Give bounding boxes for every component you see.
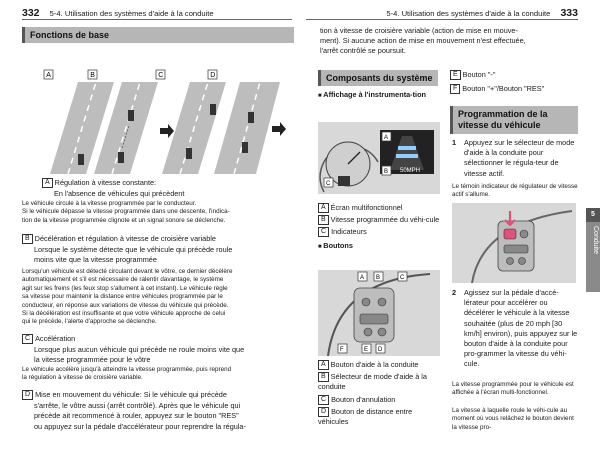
item-b-notes: Lorsqu'un véhicule est détecté circulant devant le vôtre, ce dernier décélère automatiquement et s'il est nécessaire de ralentir davantage, le système agit sur les freins (les feux stop s'allument à cet instant). Le véhicule règle sa vitesse pour maintenir la distance entre véhicules programmée par le conducteur, en réponse aux variations de vitesse du véhicule qui précède. Si la décélération est insuffisante et que votre véhicule approche de celui qui le précède, l'alerte d'approche se déclenche. [22,268,233,326]
item-d-block: D Mise en mouvement du véhicule: Si le véhicule qui précède s'arrête, le vôtre aussi (arrêt contrôlé). Après que le véhicule qui précède ait recommencé à rouler, appuyez sur le bouton "RES" ou appuyez sur la pédale d'accélérateur pour reprendre la régula- [22,390,294,432]
step-2-note-1: La vitesse programmée pour le véhicule est affichée à l'écran multi-fonctionnel. [452,381,574,397]
display-label-a: A [384,135,389,141]
item-c-notes: Le véhicule accélère jusqu'à atteindre la vitesse programmée, puis reprend la régulation à vitesse de croisière variable. [22,366,232,382]
left-page-header [22,6,292,20]
section-title-basic-functions: Fonctions de base [22,27,294,43]
left-page-number: 332 [22,7,40,19]
item-d-title: Mise en mouvement du véhicule: Si le véhicule qui précède [35,390,227,399]
continuation-text: tion à vitesse de croisière variable (action de mise en mouve- ment). Si aucune action de mise en mouvement n'est effectuée, l'arrêt contrôlé se poursuit. [320,26,526,56]
col2-items-list: E Bouton "-" F Bouton "+"/Bouton "RES" [450,70,578,94]
display-speed-text: 50MPH [400,168,421,174]
step-2-note-2: La vitesse à laquelle roule le véhi-cule au moment où vous relâchez le bouton devient la vitesse pro- [452,407,574,431]
item-a-block [42,178,294,199]
steering-buttons-illustration [318,270,440,356]
item-c-title: Accélération [35,334,76,343]
right-page [300,0,600,450]
diagram-label-b: B [90,72,95,79]
item-a-title: Régulation à vitesse constante: [54,178,157,187]
button-label-d: D [378,347,383,353]
item-b-title: Décélération et régulation à vitesse de croisière variable [34,234,216,243]
item-c-block: C Accélération Lorsque plus aucun véhicule qui précède ne roule moins vite que la vitesse programmée pour le vôtre [22,334,294,366]
button-label-b: B [376,275,381,281]
diagram-panel-c [162,82,226,174]
section-title-components: Composants du système [318,70,438,86]
item-a-line: En l'absence de véhicules qui précèdent [54,189,185,199]
button-label-f: F [340,347,344,353]
chapter-tab-text: Conduite [592,226,599,255]
item-c-label: C [22,334,33,344]
road-function-diagram [42,68,292,174]
diagram-label-c: C [158,72,164,79]
step-1-note: Le témoin indicateur de régulateur de vitesse actif s'allume. [452,183,578,199]
diagram-panel-d [214,82,286,174]
button-items-list: A Bouton d'aide à la conduite B Sélecteur de mode d'aide à la conduite C Bouton d'annulation D Bouton de distance entre véhicules [318,360,427,427]
item-b-block: B Décélération et régulation à vitesse de croisière variable Lorsque le système détecte que le véhicule qui précède roule moins vite que la vitesse programmée [22,234,294,266]
display-items-list: A Écran multifonctionnel B Vitesse programmée du véhi-cule C Indicateurs ■ Boutons [318,203,442,252]
right-header-title: 5-4. Utilisation des systèmes d'aide à la conduite [386,9,551,18]
highlighted-switch [504,229,516,239]
button-label-e: E [364,347,369,353]
diagram-label-d: D [210,72,216,79]
item-d-label: D [22,390,33,400]
display-label-c: C [326,181,331,187]
display-label-b: B [384,169,389,175]
buttons-subtitle: ■ Boutons [318,241,442,252]
button-label-c: C [400,275,405,281]
step-1: 1 Appuyez sur le sélecteur de mode d'aide à la conduite pour sélectionner le régula-teur de vitesse actif. [452,138,575,178]
diagram-label-a: A [46,72,51,79]
driving-assist-switch-illustration [452,203,576,283]
step-2: 2 Agissez sur la pédale d'accé-lérateur pour accélérer ou décélérer le véhicule à la vitesse souhaitée (plus de 20 mph [30 km/h] environ), puis appuyez sur le bouton d'aide à la conduite pour pro-grammer la vitesse du véhi-cule. [452,288,578,369]
item-a-label: A [42,178,53,188]
section-title-programming: Programmation de la vitesse du véhicule [450,106,578,134]
arrow-icon [160,124,174,138]
item-b-label: B [22,234,33,244]
right-page-header [306,6,578,20]
display-subtitle: ■ Affichage à l'instrumenta-tion [318,90,442,101]
instrument-display-illustration [318,122,440,194]
item-a-notes: Le véhicule circule à la vitesse programmée par le conducteur. Si le véhicule dépasse la vitesse programmée dans une descente, l'indica- tion de la vitesse programmée clignote et un signal sonore se déclenche. [22,200,230,224]
right-page-number: 333 [560,7,578,19]
left-header-title: 5-4. Utilisation des systèmes d'aide à la conduite [49,9,214,18]
chapter-tab-number: 5 [586,208,600,222]
button-label-a: A [360,275,365,281]
